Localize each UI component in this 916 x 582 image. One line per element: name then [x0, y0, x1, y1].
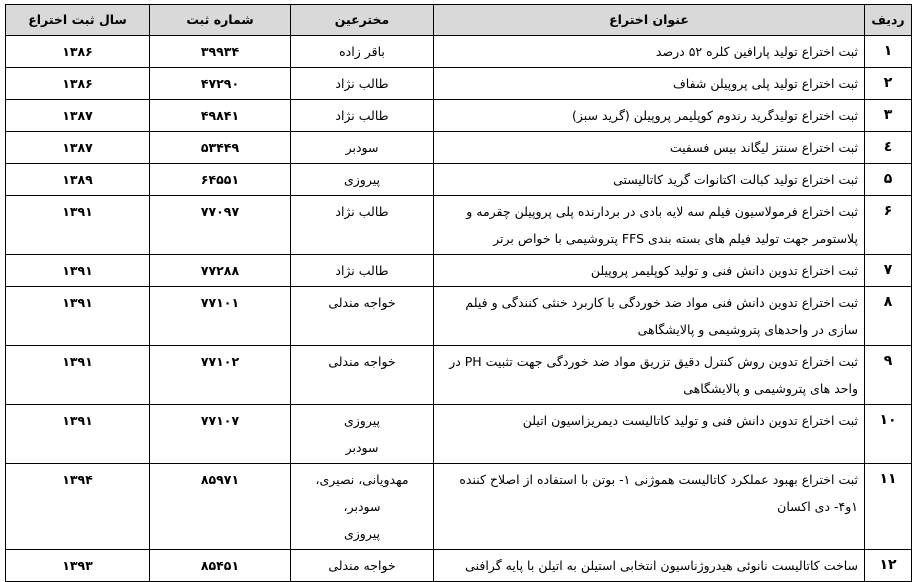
cell-registration-year: ۱۳۸۷ [6, 100, 150, 132]
cell-title: ثبت اختراع تولید پلی پروپیلن شفاف [434, 68, 865, 100]
table-row [6, 405, 912, 464]
cell-inventors: طالب نژاد [291, 100, 434, 132]
cell-row-number: ۱۰ [865, 405, 912, 464]
table-row [6, 164, 912, 196]
cell-title: ساخت کاتالیست نانوئی هیدروژناسیون انتخابی استیلن به اتیلن با پایه گرافنی [434, 550, 865, 582]
table-row [6, 100, 912, 132]
cell-registration-number: ۷۷۰۹۷ [150, 196, 291, 255]
cell-registration-year: ۱۳۸۶ [6, 68, 150, 100]
cell-row-number: ۵ [865, 164, 912, 196]
cell-title: ثبت اختراع سنتز لیگاند بیس فسفیت [434, 132, 865, 164]
cell-title: ثبت اختراع فرمولاسیون فیلم سه لایه بادی در بردارنده پلی پروپیلن چقرمه و پلاستومر جهت تولید فیلم های بسته بندی FFS پتروشیمی با خواص برتر [434, 196, 865, 255]
table-header-row [6, 5, 912, 36]
table-row [6, 196, 912, 255]
cell-registration-year: ۱۳۹۱ [6, 255, 150, 287]
cell-row-number: ۸ [865, 287, 912, 346]
table-row [6, 287, 912, 346]
cell-title: ثبت اختراع تدوین روش کنترل دقیق تزریق مواد ضد خوردگی جهت تثبیت PH در واحد های پتروشیمی و پالایشگاهی [434, 346, 865, 405]
cell-title: ثبت اختراع تولید کبالت اکتانوات گرید کاتالیستی [434, 164, 865, 196]
cell-title: ثبت اختراع تدوین دانش فنی و تولید کاتالیست دیمریزاسیون اتیلن [434, 405, 865, 464]
cell-registration-number: ۷۷۲۸۸ [150, 255, 291, 287]
cell-registration-number: ۸۵۴۵۱ [150, 550, 291, 582]
cell-registration-year: ۱۳۹۱ [6, 196, 150, 255]
cell-title: ثبت اختراع بهبود عملکرد کاتالیست هموژنی ۱- بوتن با استفاده از اصلاح کننده ۱و۴- دی اکسان [434, 464, 865, 550]
cell-registration-year: ۱۳۹۴ [6, 464, 150, 550]
cell-inventors: پیروزی [291, 164, 434, 196]
cell-inventors: مهدویانی، نصیری، سودبر، پیروزی [291, 464, 434, 550]
header-title: عنوان اختراع [434, 5, 865, 36]
cell-registration-year: ۱۳۹۱ [6, 405, 150, 464]
cell-inventors: باقر زاده [291, 36, 434, 68]
table-row [6, 68, 912, 100]
cell-inventors: خواجه مندلی [291, 287, 434, 346]
cell-registration-number: ۷۷۱۰۷ [150, 405, 291, 464]
cell-title: ثبت اختراع تولید پارافین کلره ۵۲ درصد [434, 36, 865, 68]
cell-row-number: ۳ [865, 100, 912, 132]
cell-inventors: طالب نژاد [291, 196, 434, 255]
cell-registration-year: ۱۳۹۱ [6, 346, 150, 405]
header-registration-number: شماره ثبت [150, 5, 291, 36]
table-row [6, 36, 912, 68]
header-row-number: ردیف [865, 5, 912, 36]
cell-registration-number: ۷۷۱۰۱ [150, 287, 291, 346]
cell-title: ثبت اختراع تدوین دانش فنی و تولید کوپلیمر پروپیلن [434, 255, 865, 287]
table-row [6, 346, 912, 405]
cell-registration-number: ۴۹۸۴۱ [150, 100, 291, 132]
cell-registration-number: ۵۳۴۴۹ [150, 132, 291, 164]
cell-registration-number: ۸۵۹۷۱ [150, 464, 291, 550]
cell-inventors: خواجه مندلی [291, 346, 434, 405]
cell-inventors: سودبر [291, 132, 434, 164]
header-inventors: مخترعین [291, 5, 434, 36]
cell-row-number: ۱ [865, 36, 912, 68]
cell-registration-year: ۱۳۹۱ [6, 287, 150, 346]
cell-row-number: ۷ [865, 255, 912, 287]
table-row [6, 550, 912, 582]
table-row [6, 464, 912, 550]
cell-inventors: خواجه مندلی [291, 550, 434, 582]
cell-registration-year: ۱۳۹۳ [6, 550, 150, 582]
cell-registration-number: ۷۷۱۰۲ [150, 346, 291, 405]
cell-row-number: ٤ [865, 132, 912, 164]
cell-row-number: ۱۱ [865, 464, 912, 550]
cell-registration-number: ۴۷۲۹۰ [150, 68, 291, 100]
patents-table [5, 4, 912, 582]
table-row [6, 132, 912, 164]
cell-title: ثبت اختراع تولیدگرید رندوم کوپلیمر پروپیلن (گرید سبز) [434, 100, 865, 132]
cell-registration-year: ۱۳۸۹ [6, 164, 150, 196]
cell-registration-year: ۱۳۸۷ [6, 132, 150, 164]
cell-inventors: طالب نژاد [291, 255, 434, 287]
patents-table-container [5, 4, 911, 582]
cell-row-number: ۶ [865, 196, 912, 255]
cell-row-number: ۲ [865, 68, 912, 100]
cell-title: ثبت اختراع تدوین دانش فنی مواد ضد خوردگی با کاربرد خنثی کنندگی و فیلم سازی در واحدهای پتروشیمی و پالایشگاهی [434, 287, 865, 346]
cell-inventors: طالب نژاد [291, 68, 434, 100]
cell-row-number: ۹ [865, 346, 912, 405]
cell-inventors: پیروزی سودبر [291, 405, 434, 464]
cell-registration-number: ۶۴۵۵۱ [150, 164, 291, 196]
cell-row-number: ۱۲ [865, 550, 912, 582]
table-row [6, 255, 912, 287]
cell-registration-number: ۳۹۹۳۴ [150, 36, 291, 68]
cell-registration-year: ۱۳۸۶ [6, 36, 150, 68]
header-registration-year: سال ثبت اختراع [6, 5, 150, 36]
